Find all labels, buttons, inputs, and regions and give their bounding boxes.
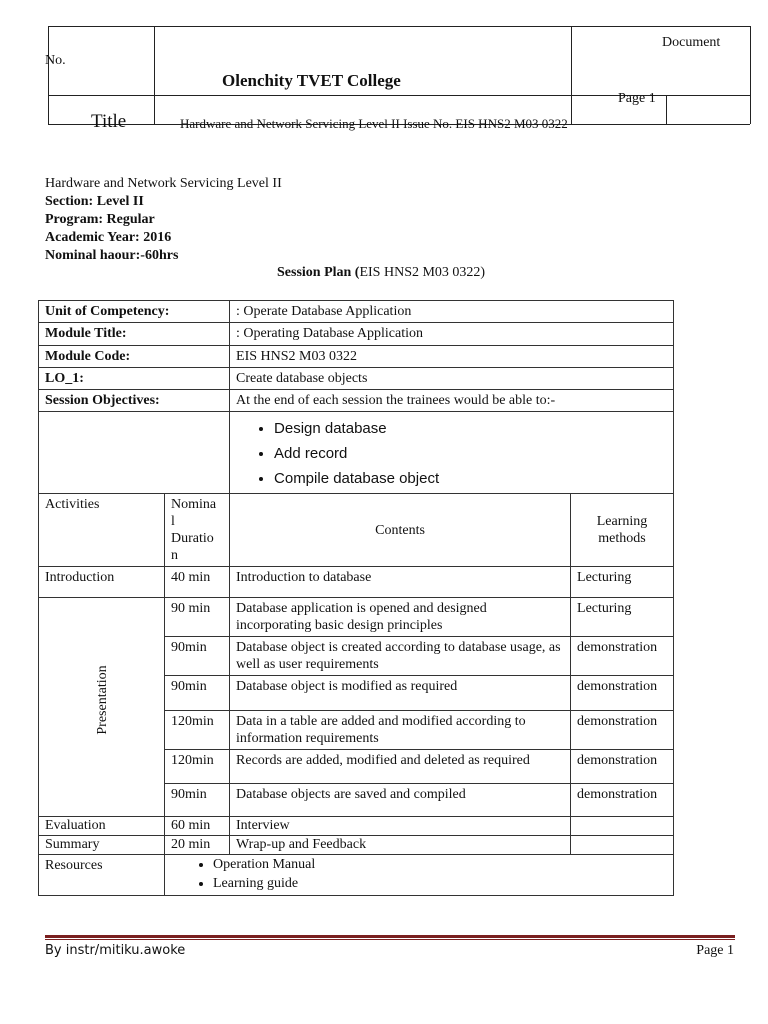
table-row: 120min Records are added, modified and deleted as required demonstration bbox=[39, 750, 674, 784]
course-name: Hardware and Network Servicing Level II bbox=[45, 176, 282, 191]
table-row: Summary 20 min Wrap-up and Feedback bbox=[39, 836, 674, 855]
table-row bbox=[39, 368, 674, 390]
resources-label: Resources bbox=[39, 855, 165, 896]
table-row bbox=[39, 323, 674, 346]
college-name: Olenchity TVET College bbox=[222, 71, 401, 90]
resources-list bbox=[171, 855, 667, 893]
table-row bbox=[39, 346, 674, 368]
list-item: • Compile database object bbox=[274, 466, 667, 491]
header-page-number: Page 1 bbox=[618, 91, 656, 106]
module-title-label: Module Title: bbox=[39, 323, 230, 346]
list-item: • Design database bbox=[274, 416, 667, 441]
list-item: • Add record bbox=[274, 441, 667, 466]
table-row: 90 min Database application is opened and designed incorporating basic design principles Lecturing bbox=[39, 598, 674, 637]
table-row: Evaluation 60 min Interview bbox=[39, 817, 674, 836]
doc-no-label: Document bbox=[662, 35, 721, 50]
academic-year: Academic Year: 2016 bbox=[45, 230, 172, 245]
list-item: • Learning guide bbox=[213, 874, 667, 893]
footer-divider bbox=[45, 935, 735, 938]
table-row: 90min Database object is created according to database usage, as well as user requirements demonstration bbox=[39, 637, 674, 676]
lo-value: Create database objects bbox=[230, 368, 674, 390]
table-row bbox=[39, 390, 674, 412]
unit-value: : Operate Database Application bbox=[230, 301, 674, 323]
session-plan-heading: Session Plan (EIS HNS2 M03 0322) bbox=[277, 265, 486, 280]
section: Section: Level II bbox=[45, 194, 144, 209]
doc-no-label-cont: No. bbox=[45, 53, 66, 68]
nominal-hour: Nominal haour:-60hrs bbox=[45, 248, 179, 263]
presentation-label: Presentation bbox=[95, 665, 110, 735]
session-plan-table bbox=[38, 300, 674, 896]
list-item: • Operation Manual bbox=[213, 855, 667, 874]
objectives-value: At the end of each session the trainees would be able to:- bbox=[230, 390, 674, 412]
table-row bbox=[39, 855, 674, 896]
methods-header: Learning methods bbox=[571, 494, 674, 567]
footer-author: By instr/mitiku.awoke bbox=[45, 943, 186, 958]
table-row: 120min Data in a table are added and modified according to information requirements demonstration bbox=[39, 711, 674, 750]
table-row: 90min Database objects are saved and compiled demonstration bbox=[39, 784, 674, 817]
objectives-list bbox=[236, 416, 667, 491]
title-label: Title bbox=[91, 111, 127, 132]
table-row: 90min Database object is modified as required demonstration bbox=[39, 676, 674, 711]
table-row: Introduction 40 min Introduction to database Lecturing bbox=[39, 567, 674, 598]
module-title-value: : Operating Database Application bbox=[230, 323, 674, 346]
objectives-label: Session Objectives: bbox=[39, 390, 230, 412]
contents-header: Contents bbox=[230, 494, 571, 567]
lo-label: LO_1: bbox=[39, 368, 230, 390]
module-code-value: EIS HNS2 M03 0322 bbox=[230, 346, 674, 368]
table-row bbox=[39, 494, 674, 567]
title-text: Hardware and Network Servicing Level II Issue No. EIS HNS2 M03 0322 bbox=[180, 116, 568, 131]
duration-header: Nomina l Duratio n bbox=[165, 494, 230, 567]
footer-page-number: Page 1 bbox=[696, 943, 734, 958]
module-code-label: Module Code: bbox=[39, 346, 230, 368]
table-row bbox=[39, 412, 674, 494]
activities-header: Activities bbox=[39, 494, 165, 567]
course-info bbox=[45, 175, 282, 265]
table-row bbox=[39, 301, 674, 323]
unit-label: Unit of Competency: bbox=[39, 301, 230, 323]
program: Program: Regular bbox=[45, 212, 155, 227]
